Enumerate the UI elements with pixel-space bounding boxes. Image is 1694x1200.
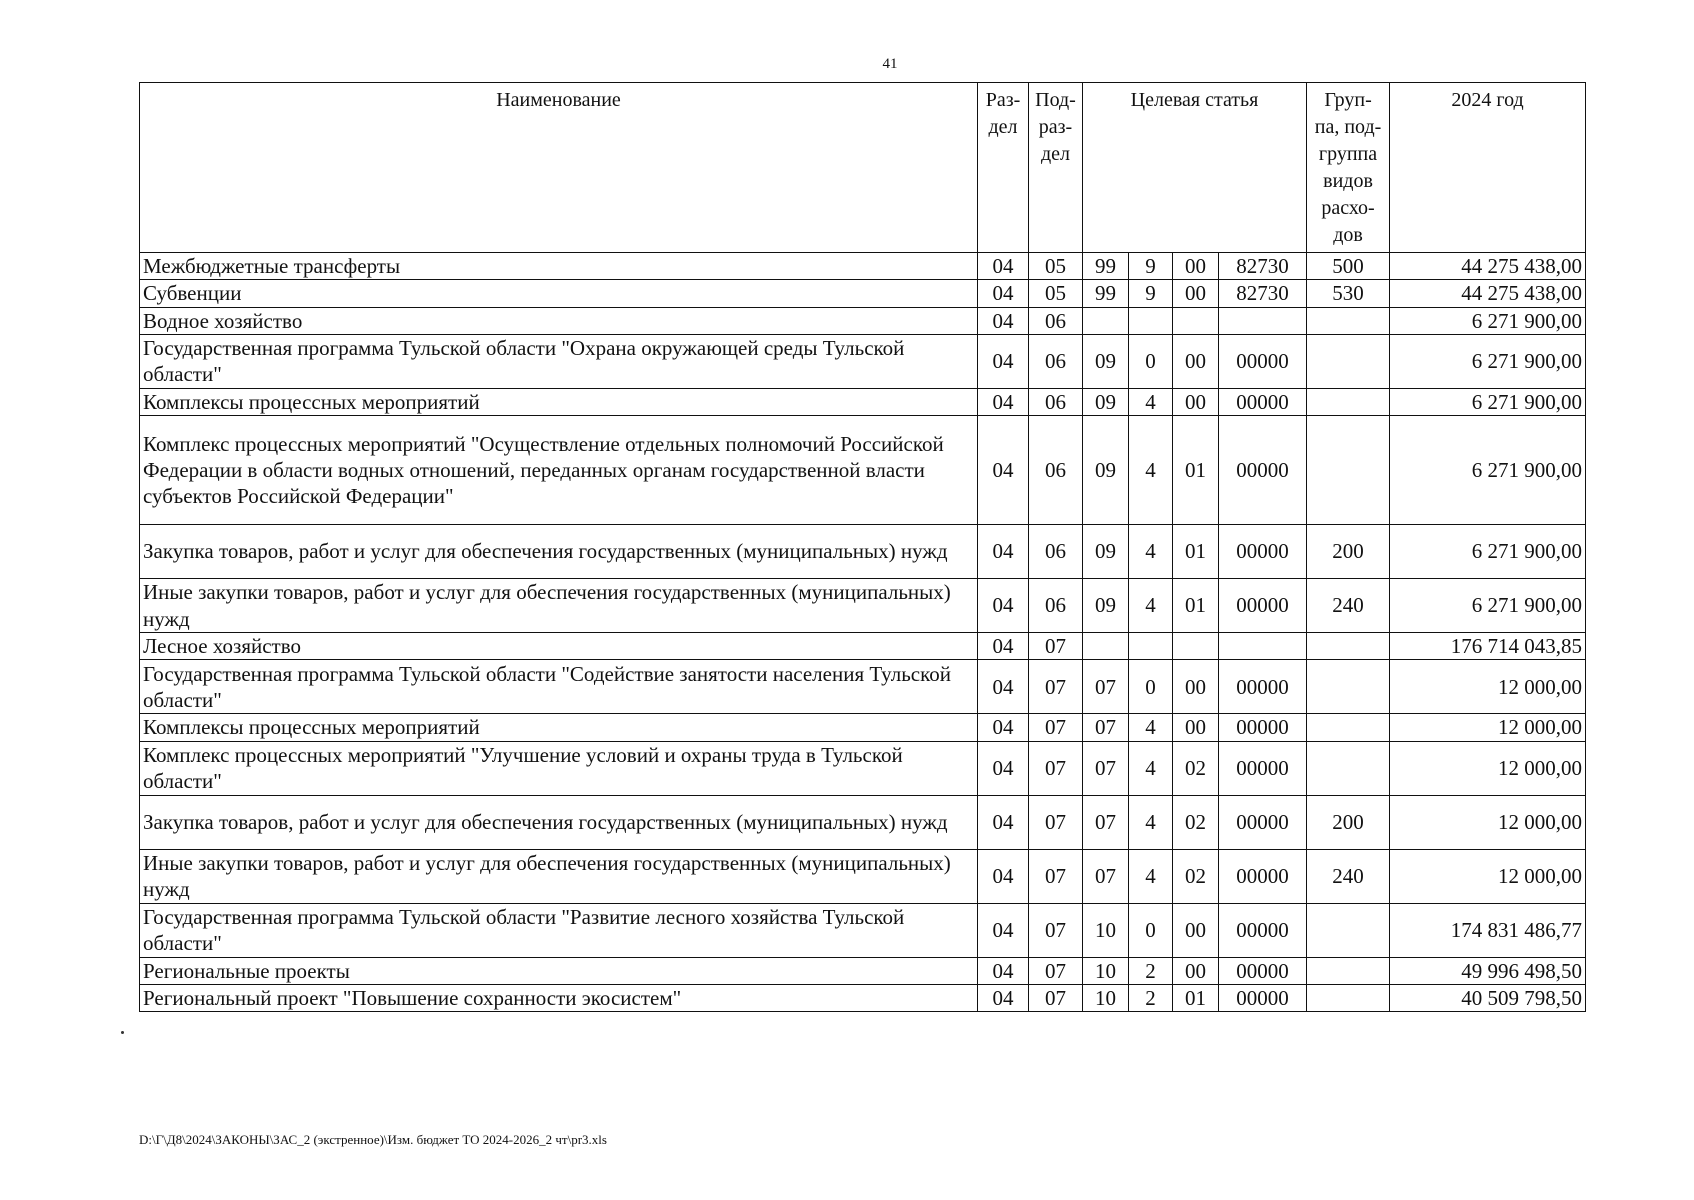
row-target-program: 10 bbox=[1083, 903, 1129, 957]
row-target-subprogram: 00 bbox=[1173, 957, 1219, 984]
row-target-direction: 00000 bbox=[1219, 903, 1307, 957]
row-name: Иные закупки товаров, работ и услуг для обеспечения государственных (муниципальных) нужд bbox=[140, 579, 978, 633]
header-subsection: Под- раз- дел bbox=[1029, 83, 1083, 253]
row-target-subprogram: 00 bbox=[1173, 903, 1219, 957]
row-name: Региональные проекты bbox=[140, 957, 978, 984]
table-row bbox=[140, 307, 1586, 334]
row-expense-group bbox=[1307, 957, 1390, 984]
row-target-subprogram: 01 bbox=[1173, 525, 1219, 579]
row-target-direction: 00000 bbox=[1219, 525, 1307, 579]
row-expense-group bbox=[1307, 633, 1390, 660]
row-target-subprogram: 02 bbox=[1173, 741, 1219, 795]
row-target-subprogram: 00 bbox=[1173, 388, 1219, 415]
table-row bbox=[140, 849, 1586, 903]
header-year: 2024 год bbox=[1390, 83, 1586, 253]
row-expense-group bbox=[1307, 334, 1390, 388]
footer-file-path: D:\Г\Д8\2024\ЗАКОНЫ\ЗАС_2 (экстренное)\Изм. бюджет ТО 2024-2026_2 чт\pr3.xls bbox=[139, 1132, 607, 1147]
row-name: Государственная программа Тульской области "Охрана окружающей среды Тульской области" bbox=[140, 334, 978, 388]
row-expense-group bbox=[1307, 741, 1390, 795]
row-amount: 40 509 798,50 bbox=[1390, 984, 1586, 1011]
row-section: 04 bbox=[978, 714, 1029, 741]
table-row bbox=[140, 579, 1586, 633]
row-target-type: 4 bbox=[1129, 795, 1173, 849]
row-target-program: 09 bbox=[1083, 579, 1129, 633]
row-amount: 174 831 486,77 bbox=[1390, 903, 1586, 957]
table-row bbox=[140, 660, 1586, 714]
row-target-subprogram: 00 bbox=[1173, 334, 1219, 388]
row-target-direction: 00000 bbox=[1219, 579, 1307, 633]
header-target-article: Целевая статья bbox=[1083, 83, 1307, 253]
row-section: 04 bbox=[978, 660, 1029, 714]
row-subsection: 05 bbox=[1029, 253, 1083, 280]
row-name: Водное хозяйство bbox=[140, 307, 978, 334]
row-amount: 44 275 438,00 bbox=[1390, 253, 1586, 280]
row-section: 04 bbox=[978, 984, 1029, 1011]
row-target-program: 10 bbox=[1083, 957, 1129, 984]
row-amount: 12 000,00 bbox=[1390, 660, 1586, 714]
row-amount: 49 996 498,50 bbox=[1390, 957, 1586, 984]
row-expense-group bbox=[1307, 714, 1390, 741]
row-target-type: 4 bbox=[1129, 741, 1173, 795]
row-subsection: 07 bbox=[1029, 795, 1083, 849]
row-subsection: 07 bbox=[1029, 849, 1083, 903]
row-section: 04 bbox=[978, 416, 1029, 525]
row-amount: 6 271 900,00 bbox=[1390, 388, 1586, 415]
row-target-program: 07 bbox=[1083, 714, 1129, 741]
table-row bbox=[140, 633, 1586, 660]
row-target-type: 4 bbox=[1129, 579, 1173, 633]
row-target-subprogram: 02 bbox=[1173, 795, 1219, 849]
row-target-direction bbox=[1219, 633, 1307, 660]
row-name: Межбюджетные трансферты bbox=[140, 253, 978, 280]
row-expense-group bbox=[1307, 660, 1390, 714]
row-expense-group: 240 bbox=[1307, 849, 1390, 903]
row-expense-group: 500 bbox=[1307, 253, 1390, 280]
table-row bbox=[140, 903, 1586, 957]
row-target-type: 2 bbox=[1129, 984, 1173, 1011]
row-expense-group bbox=[1307, 984, 1390, 1011]
row-subsection: 06 bbox=[1029, 416, 1083, 525]
row-target-program: 07 bbox=[1083, 741, 1129, 795]
row-target-direction: 00000 bbox=[1219, 957, 1307, 984]
row-target-subprogram: 01 bbox=[1173, 984, 1219, 1011]
row-name: Государственная программа Тульской области "Развитие лесного хозяйства Тульской области" bbox=[140, 903, 978, 957]
row-target-subprogram: 00 bbox=[1173, 280, 1219, 307]
row-target-subprogram: 01 bbox=[1173, 579, 1219, 633]
row-target-subprogram: 01 bbox=[1173, 416, 1219, 525]
row-amount: 12 000,00 bbox=[1390, 714, 1586, 741]
row-subsection: 07 bbox=[1029, 984, 1083, 1011]
row-target-type bbox=[1129, 307, 1173, 334]
row-subsection: 06 bbox=[1029, 388, 1083, 415]
row-subsection: 07 bbox=[1029, 633, 1083, 660]
row-section: 04 bbox=[978, 741, 1029, 795]
row-amount: 6 271 900,00 bbox=[1390, 579, 1586, 633]
row-target-direction: 00000 bbox=[1219, 984, 1307, 1011]
row-target-type: 9 bbox=[1129, 280, 1173, 307]
table-row bbox=[140, 253, 1586, 280]
header-section: Раз- дел bbox=[978, 83, 1029, 253]
row-name: Закупка товаров, работ и услуг для обеспечения государственных (муниципальных) нужд bbox=[140, 525, 978, 579]
row-target-program bbox=[1083, 633, 1129, 660]
table-row bbox=[140, 957, 1586, 984]
row-target-type: 4 bbox=[1129, 525, 1173, 579]
row-target-type: 0 bbox=[1129, 334, 1173, 388]
table-header-row bbox=[140, 83, 1586, 253]
row-section: 04 bbox=[978, 334, 1029, 388]
row-target-direction bbox=[1219, 307, 1307, 334]
row-expense-group bbox=[1307, 416, 1390, 525]
row-expense-group bbox=[1307, 307, 1390, 334]
row-amount: 6 271 900,00 bbox=[1390, 307, 1586, 334]
row-section: 04 bbox=[978, 307, 1029, 334]
table-body bbox=[140, 253, 1586, 1012]
row-target-direction: 00000 bbox=[1219, 714, 1307, 741]
row-subsection: 07 bbox=[1029, 714, 1083, 741]
row-target-program: 07 bbox=[1083, 849, 1129, 903]
row-target-program: 09 bbox=[1083, 334, 1129, 388]
row-target-type bbox=[1129, 633, 1173, 660]
row-expense-group: 200 bbox=[1307, 525, 1390, 579]
header-name: Наименование bbox=[140, 83, 978, 253]
row-subsection: 06 bbox=[1029, 525, 1083, 579]
row-section: 04 bbox=[978, 388, 1029, 415]
row-target-type: 4 bbox=[1129, 849, 1173, 903]
budget-table bbox=[139, 82, 1586, 1012]
header-expense-group: Груп- па, под- группа видов расхо- дов bbox=[1307, 83, 1390, 253]
row-section: 04 bbox=[978, 903, 1029, 957]
row-name: Иные закупки товаров, работ и услуг для обеспечения государственных (муниципальных) нужд bbox=[140, 849, 978, 903]
row-amount: 6 271 900,00 bbox=[1390, 416, 1586, 525]
table-row bbox=[140, 416, 1586, 525]
row-section: 04 bbox=[978, 525, 1029, 579]
row-section: 04 bbox=[978, 633, 1029, 660]
row-target-type: 4 bbox=[1129, 714, 1173, 741]
row-amount: 6 271 900,00 bbox=[1390, 334, 1586, 388]
row-name: Субвенции bbox=[140, 280, 978, 307]
row-target-type: 4 bbox=[1129, 388, 1173, 415]
row-target-program: 09 bbox=[1083, 416, 1129, 525]
row-section: 04 bbox=[978, 849, 1029, 903]
row-target-subprogram: 00 bbox=[1173, 253, 1219, 280]
row-name: Закупка товаров, работ и услуг для обеспечения государственных (муниципальных) нужд bbox=[140, 795, 978, 849]
row-target-program: 09 bbox=[1083, 388, 1129, 415]
row-name: Комплекс процессных мероприятий "Осуществление отдельных полномочий Российской Федерации в области водных отношений, переданных органам государственной власти субъектов Российской Федерации" bbox=[140, 416, 978, 525]
row-target-program: 09 bbox=[1083, 525, 1129, 579]
table-row bbox=[140, 388, 1586, 415]
row-target-subprogram: 02 bbox=[1173, 849, 1219, 903]
row-section: 04 bbox=[978, 957, 1029, 984]
table-row bbox=[140, 795, 1586, 849]
row-target-type: 4 bbox=[1129, 416, 1173, 525]
row-expense-group: 530 bbox=[1307, 280, 1390, 307]
stray-mark bbox=[121, 1031, 124, 1034]
page-number: 41 bbox=[882, 56, 898, 72]
row-target-type: 9 bbox=[1129, 253, 1173, 280]
row-amount: 6 271 900,00 bbox=[1390, 525, 1586, 579]
row-target-type: 0 bbox=[1129, 660, 1173, 714]
row-name: Комплексы процессных мероприятий bbox=[140, 388, 978, 415]
row-target-direction: 00000 bbox=[1219, 416, 1307, 525]
table-row bbox=[140, 334, 1586, 388]
row-expense-group: 240 bbox=[1307, 579, 1390, 633]
row-target-direction: 00000 bbox=[1219, 849, 1307, 903]
row-name: Комплексы процессных мероприятий bbox=[140, 714, 978, 741]
row-target-direction: 00000 bbox=[1219, 795, 1307, 849]
row-subsection: 06 bbox=[1029, 334, 1083, 388]
row-target-direction: 82730 bbox=[1219, 280, 1307, 307]
row-name: Региональный проект "Повышение сохранности экосистем" bbox=[140, 984, 978, 1011]
row-section: 04 bbox=[978, 280, 1029, 307]
row-target-direction: 82730 bbox=[1219, 253, 1307, 280]
table-row bbox=[140, 741, 1586, 795]
table-row bbox=[140, 984, 1586, 1011]
row-target-program: 10 bbox=[1083, 984, 1129, 1011]
row-name: Государственная программа Тульской области "Содействие занятости населения Тульской области" bbox=[140, 660, 978, 714]
row-name: Лесное хозяйство bbox=[140, 633, 978, 660]
row-target-type: 0 bbox=[1129, 903, 1173, 957]
table-row bbox=[140, 525, 1586, 579]
row-expense-group bbox=[1307, 903, 1390, 957]
row-subsection: 07 bbox=[1029, 903, 1083, 957]
row-section: 04 bbox=[978, 253, 1029, 280]
row-subsection: 06 bbox=[1029, 579, 1083, 633]
row-subsection: 06 bbox=[1029, 307, 1083, 334]
row-amount: 12 000,00 bbox=[1390, 741, 1586, 795]
row-amount: 12 000,00 bbox=[1390, 849, 1586, 903]
row-amount: 44 275 438,00 bbox=[1390, 280, 1586, 307]
row-target-program bbox=[1083, 307, 1129, 334]
row-section: 04 bbox=[978, 579, 1029, 633]
table-row bbox=[140, 714, 1586, 741]
table-row bbox=[140, 280, 1586, 307]
row-subsection: 07 bbox=[1029, 660, 1083, 714]
row-target-program: 07 bbox=[1083, 660, 1129, 714]
row-target-program: 99 bbox=[1083, 280, 1129, 307]
row-target-subprogram: 00 bbox=[1173, 660, 1219, 714]
row-target-subprogram: 00 bbox=[1173, 714, 1219, 741]
row-section: 04 bbox=[978, 795, 1029, 849]
row-target-subprogram bbox=[1173, 307, 1219, 334]
row-expense-group bbox=[1307, 388, 1390, 415]
row-expense-group: 200 bbox=[1307, 795, 1390, 849]
row-amount: 176 714 043,85 bbox=[1390, 633, 1586, 660]
row-subsection: 05 bbox=[1029, 280, 1083, 307]
row-subsection: 07 bbox=[1029, 957, 1083, 984]
row-target-direction: 00000 bbox=[1219, 741, 1307, 795]
row-target-type: 2 bbox=[1129, 957, 1173, 984]
row-subsection: 07 bbox=[1029, 741, 1083, 795]
row-target-program: 99 bbox=[1083, 253, 1129, 280]
row-amount: 12 000,00 bbox=[1390, 795, 1586, 849]
row-target-direction: 00000 bbox=[1219, 334, 1307, 388]
row-name: Комплекс процессных мероприятий "Улучшение условий и охраны труда в Тульской области" bbox=[140, 741, 978, 795]
row-target-direction: 00000 bbox=[1219, 660, 1307, 714]
row-target-direction: 00000 bbox=[1219, 388, 1307, 415]
row-target-subprogram bbox=[1173, 633, 1219, 660]
row-target-program: 07 bbox=[1083, 795, 1129, 849]
